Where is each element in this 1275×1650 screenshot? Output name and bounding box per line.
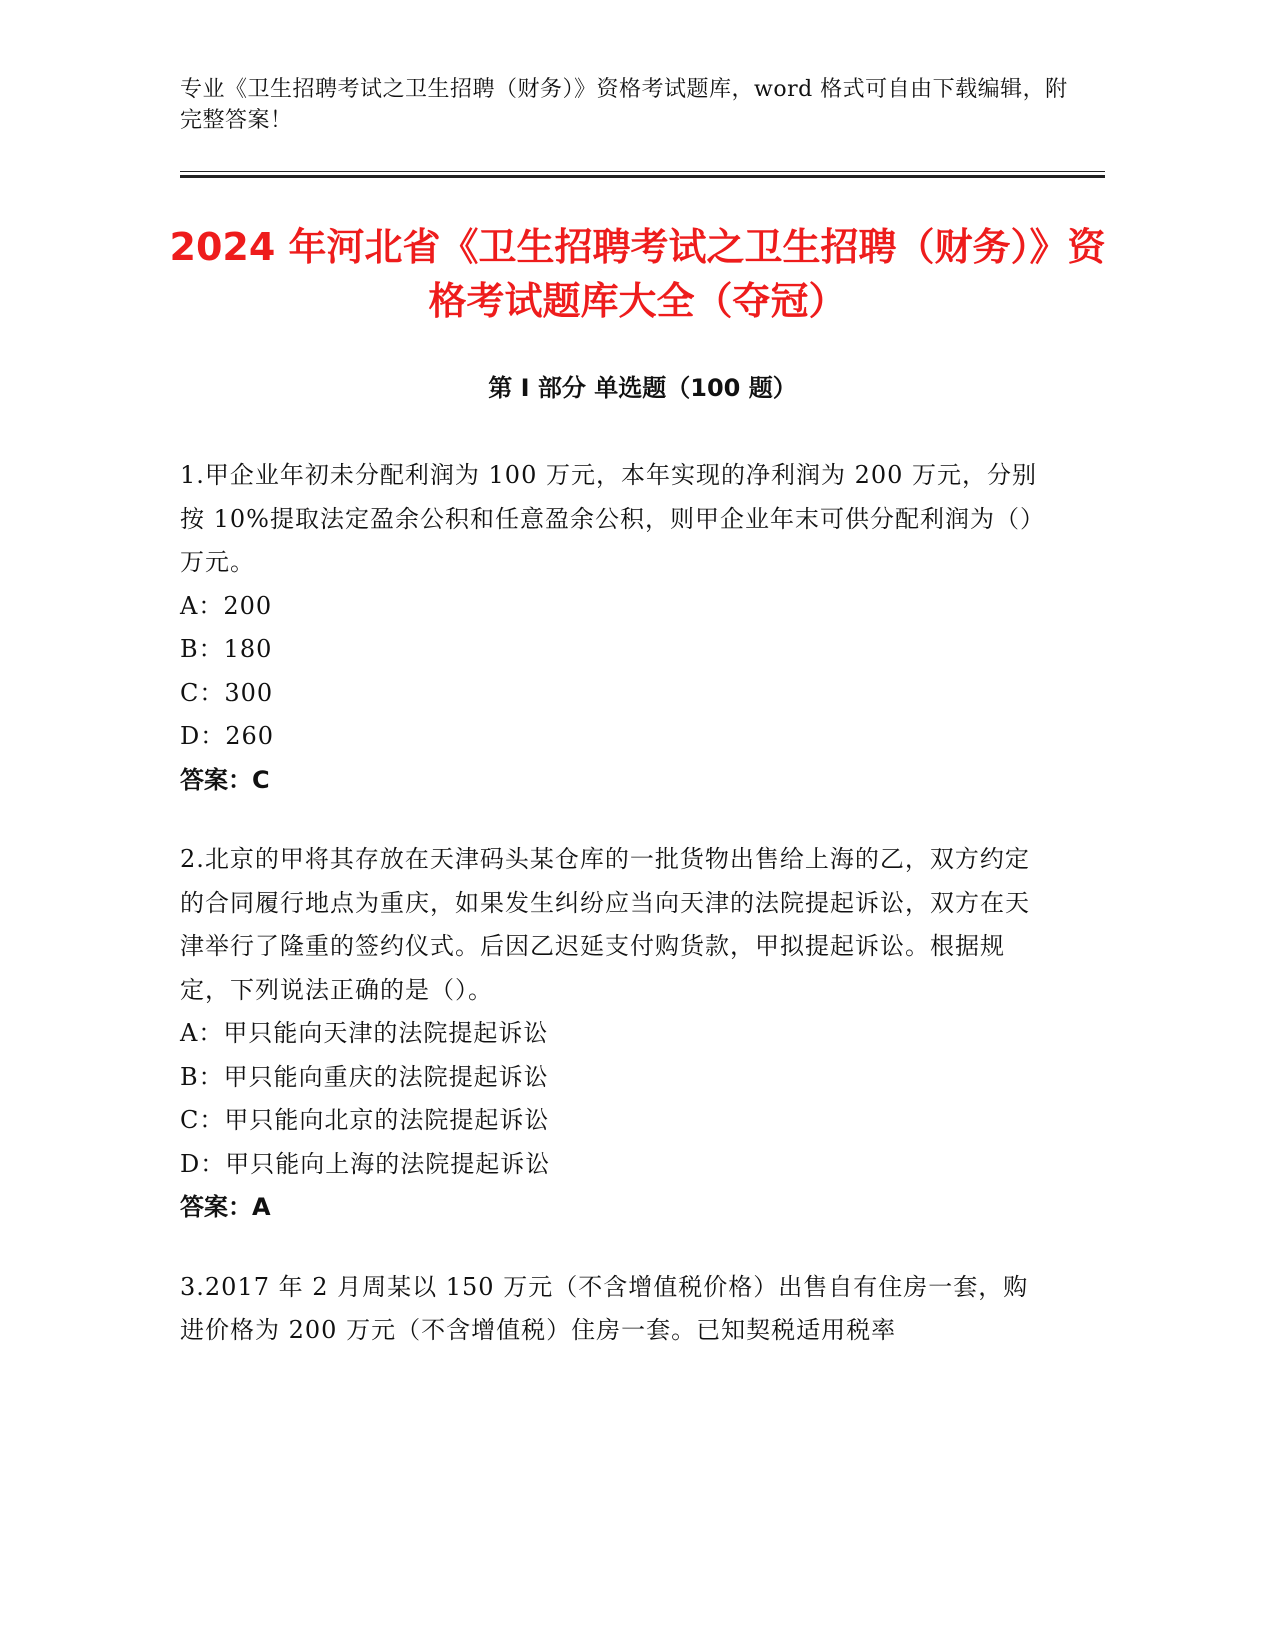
question-option-a: A：200 bbox=[180, 591, 273, 620]
question-3 bbox=[180, 1266, 1050, 1353]
document-title: 2024 年河北省《卫生招聘考试之卫生招聘（财务）》资格考试题库大全（夺冠） bbox=[169, 225, 1106, 323]
header-rule-thick bbox=[180, 175, 1105, 178]
header-note: 专业《卫生招聘考试之卫生招聘（财务）》资格考试题库，word 格式可自由下载编辑，附完整答案！ bbox=[180, 77, 1068, 133]
question-list bbox=[180, 454, 1050, 1389]
question-option-a: A：甲只能向天津的法院提起诉讼 bbox=[180, 1019, 549, 1047]
question-answer: 答案：C bbox=[180, 765, 270, 794]
question-option-c: C：300 bbox=[180, 678, 274, 707]
question-answer: 答案：A bbox=[180, 1193, 271, 1221]
question-stem: 3.2017 年 2 月周某以 150 万元（不含增值税价格）出售自有住房一套，购进价格为 200 万元（不含增值税）住房一套。已知契税适用税率 bbox=[180, 1272, 1029, 1344]
question-option-d: D：260 bbox=[180, 722, 275, 750]
question-option-b: B：180 bbox=[180, 635, 273, 663]
question-option-c: C：甲只能向北京的法院提起诉讼 bbox=[180, 1106, 550, 1134]
question-option-d: D：甲只能向上海的法院提起诉讼 bbox=[180, 1149, 551, 1178]
question-stem: 2.北京的甲将其存放在天津码头某仓库的一批货物出售给上海的乙，双方约定的合同履行地点为重庆，如果发生纠纷应当向天津的法院提起诉讼，双方在天津举行了隆重的签约仪式。后因乙迟延支付购货款，甲拟提起诉讼。根据规定，下列说法正确的是（）。 bbox=[180, 845, 1030, 1004]
question-option-b: B：甲只能向重庆的法院提起诉讼 bbox=[180, 1062, 549, 1091]
question-2 bbox=[180, 838, 1050, 1230]
section-heading: 第 I 部分 单选题（100 题） bbox=[488, 374, 797, 402]
question-1 bbox=[180, 454, 1050, 802]
header-rule-thin bbox=[180, 171, 1105, 172]
question-stem: 1.甲企业年初未分配利润为 100 万元，本年实现的净利润为 200 万元，分别按 10%提取法定盈余公积和任意盈余公积，则甲企业年末可供分配利润为（）万元。 bbox=[180, 461, 1045, 576]
